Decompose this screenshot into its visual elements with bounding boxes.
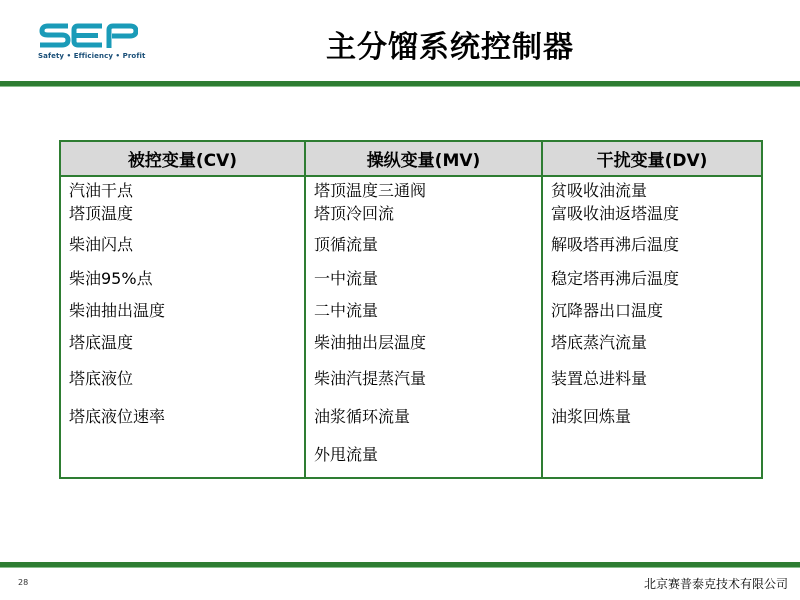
header-dv: 干扰变量(DV): [542, 141, 762, 176]
header-divider-highlight: [0, 86, 800, 87]
page-number: 28: [18, 578, 29, 587]
table-row: [60, 176, 762, 478]
cv-item: 塔底温度: [69, 333, 134, 352]
dv-item: 塔底蒸汽流量: [551, 333, 648, 352]
mv-item: 外甩流量: [314, 445, 379, 464]
mv-item: 二中流量: [314, 301, 379, 320]
logo-tagline: Safety • Efficiency • Profit: [38, 52, 146, 60]
dv-item: 贫吸收油流量: [551, 181, 648, 200]
dv-item: 解吸塔再沸后温度: [551, 235, 680, 254]
page-title: 主分馏系统控制器: [326, 30, 574, 65]
mv-item: 塔顶温度三通阀: [314, 181, 427, 200]
mv-item: 柴油汽提蒸汽量: [314, 369, 427, 388]
mv-column: [305, 176, 542, 478]
mv-item: 柴油抽出层温度: [314, 333, 427, 352]
variable-table: [59, 140, 763, 479]
dv-item: 油浆回炼量: [551, 407, 632, 426]
cv-item: 塔底液位: [69, 369, 134, 388]
footer-divider-highlight: [0, 567, 800, 568]
dv-item: 稳定塔再沸后温度: [551, 269, 680, 288]
dv-item: 装置总进料量: [551, 369, 648, 388]
header-cv: 被控变量(CV): [60, 141, 305, 176]
cv-item: 塔顶温度: [69, 204, 134, 223]
cv-item: 柴油闪点: [69, 235, 134, 254]
table-header-row: [60, 141, 762, 176]
dv-item: 沉降器出口温度: [551, 301, 664, 320]
mv-item: 油浆循环流量: [314, 407, 411, 426]
company-name: 北京赛普泰克技术有限公司: [643, 577, 788, 591]
dv-column: [542, 176, 762, 478]
header-mv: 操纵变量(MV): [305, 141, 542, 176]
mv-item: 顶循流量: [314, 235, 379, 254]
mv-item: 塔顶冷回流: [314, 204, 395, 223]
cv-item: 汽油干点: [69, 181, 134, 200]
cv-column: [60, 176, 305, 478]
cv-item: 塔底液位速率: [69, 407, 166, 426]
cv-item: 柴油95%点: [69, 269, 153, 288]
mv-item: 一中流量: [314, 269, 379, 288]
cv-item: 柴油抽出温度: [69, 301, 166, 320]
dv-item: 富吸收油返塔温度: [551, 204, 680, 223]
